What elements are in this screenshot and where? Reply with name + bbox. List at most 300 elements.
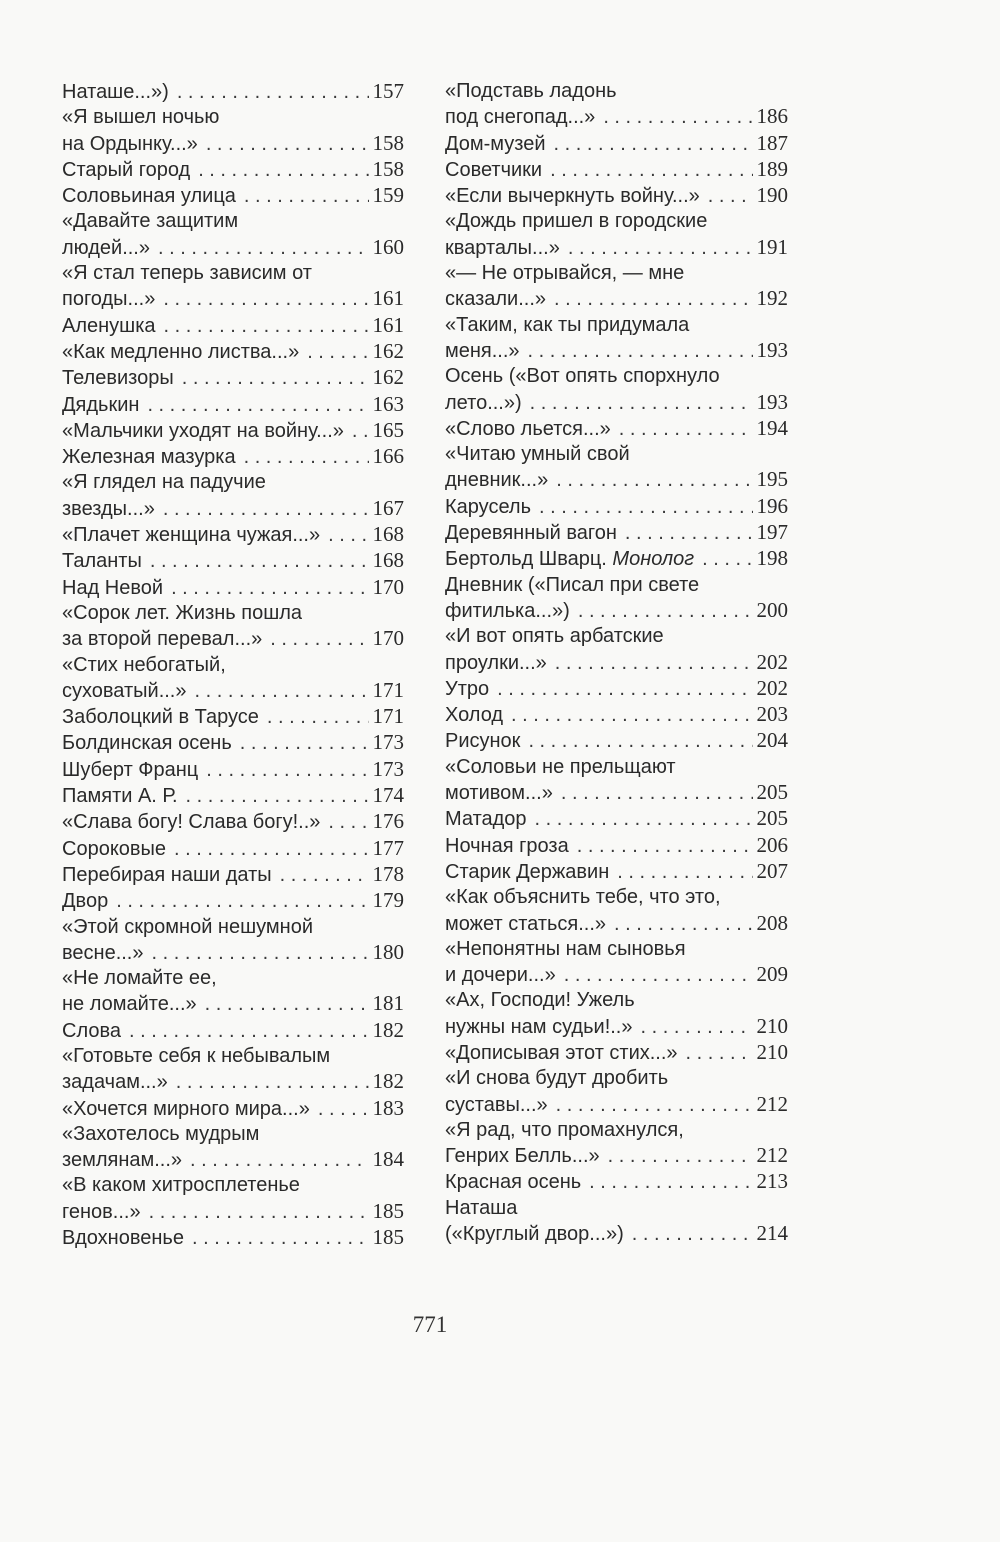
toc-entry-title-line: «И вот опять арбатские: [445, 625, 664, 648]
toc-entry-title-text: «Если вычеркнуть войну...»: [445, 185, 700, 208]
dot-leader: [528, 729, 752, 754]
toc-entry-title-text: Дом-музей: [445, 132, 546, 155]
toc-entry: [445, 1196, 788, 1248]
dot-leader: [556, 468, 752, 493]
dot-leader: [352, 419, 369, 444]
toc-entry: [445, 573, 788, 625]
toc-entry-title-text: («Круглый двор...»): [445, 1223, 624, 1246]
toc-entry-title: [445, 495, 531, 520]
toc-entry-title: [445, 105, 595, 130]
toc-entry-title-text: Ночная гроза: [445, 834, 569, 857]
toc-entry-last-line: [445, 546, 788, 572]
dot-leader: [554, 287, 752, 312]
dot-leader: [686, 1041, 753, 1066]
toc-entry-page: 159: [372, 183, 404, 208]
toc-entry-last-line: [445, 728, 788, 754]
toc-entry: [445, 494, 788, 520]
dot-leader: [589, 1170, 752, 1195]
toc-entry: [445, 520, 788, 546]
toc-entry-title: [62, 1070, 168, 1095]
toc-entry-page: 210: [756, 1039, 788, 1064]
toc-entry-title-text: Наташе...»): [62, 81, 169, 103]
toc-entry: [445, 1066, 788, 1118]
toc-entry-last-line: [445, 1143, 788, 1169]
toc-entry-title-text: суставы...»: [445, 1093, 548, 1116]
toc-entry-title-text: «Плачет женщина чужая...»: [62, 524, 321, 547]
toc-entry-last-line: [62, 1147, 404, 1173]
toc-entry-last-line: [62, 183, 404, 209]
toc-entry-title-line: «Дождь пришел в городские: [445, 210, 708, 233]
toc-entry-title: [62, 549, 142, 574]
toc-entry-title-text: Заболоцкий в Тарусе: [62, 706, 259, 729]
toc-entry-title: [445, 1093, 548, 1118]
dot-leader: [577, 834, 753, 859]
toc-entry-title-text: суховатый...»: [62, 679, 187, 702]
toc-entry: [62, 653, 404, 705]
toc-entry-page: 214: [756, 1221, 788, 1246]
dot-leader: [578, 599, 753, 624]
toc-entry-title-line: «Подставь ладонь: [445, 80, 617, 102]
toc-entry-title-line: «Читаю умный свой: [445, 443, 630, 466]
dot-leader: [174, 837, 368, 862]
toc-entry: [62, 1122, 404, 1174]
toc-entry: [62, 1173, 404, 1225]
toc-entry-title-line: «Я рад, что промахнулся,: [445, 1118, 684, 1141]
toc-entry-title-line: «Я вышел ночью: [62, 106, 220, 129]
toc-entry-page: 165: [372, 417, 404, 442]
toc-entry-title: [62, 340, 299, 365]
toc-entry-page: 197: [756, 520, 788, 545]
toc-entry-title: [62, 184, 236, 209]
toc-entry-title: [62, 758, 198, 783]
toc-entry: [445, 261, 788, 313]
toc-entry-last-line: [445, 833, 788, 859]
toc-entry-last-line: [62, 444, 404, 470]
toc-entry-title-line: «Непонятны нам сыновья: [445, 937, 686, 960]
toc-entry-page: 198: [756, 546, 788, 571]
toc-entry-page: 207: [756, 858, 788, 883]
toc-entry: [62, 444, 404, 470]
toc-entry-page: 161: [372, 312, 404, 337]
toc-entry-title-text: Соловьиная улица: [62, 185, 236, 208]
dot-leader: [151, 941, 368, 966]
dot-leader: [528, 339, 753, 364]
toc-entry-last-line: [62, 704, 404, 730]
toc-entry-title: [445, 834, 569, 859]
toc-entry-page: 190: [756, 183, 788, 208]
toc-entry-page: 205: [756, 780, 788, 805]
toc-entry-title: [445, 729, 520, 754]
toc-entry-title: [445, 1041, 678, 1066]
toc-entry-page: 180: [372, 939, 404, 964]
dot-leader: [158, 236, 369, 261]
toc-entry-page: 170: [372, 626, 404, 651]
toc-entry-last-line: [445, 1092, 788, 1118]
toc-entry-title-text: Старик Державин: [445, 860, 610, 883]
toc-entry-last-line: [62, 1018, 404, 1044]
toc-entry-page: 189: [756, 156, 788, 181]
toc-left-column: [62, 79, 404, 1251]
toc-entry-title: [445, 1144, 600, 1169]
toc-entry: [62, 522, 404, 548]
toc-entry-page: 158: [372, 156, 404, 181]
toc-entry-title-text: «Слава богу! Слава богу!..»: [62, 811, 321, 834]
toc-entry-last-line: [445, 1221, 788, 1247]
toc-entry-page: 192: [756, 286, 788, 311]
toc-entry: [445, 988, 788, 1040]
toc-entry-page: 179: [372, 888, 404, 913]
dot-leader: [535, 807, 753, 832]
toc-entry-title: [62, 810, 320, 835]
toc-entry: [445, 885, 788, 937]
toc-entry-last-line: [445, 676, 788, 702]
toc-entry-title-text: за второй перевал...»: [62, 628, 263, 651]
toc-entry-page: 185: [372, 1198, 404, 1223]
toc-entry-title: [445, 1170, 581, 1195]
dot-leader: [176, 1070, 369, 1095]
toc-entry-last-line: [62, 1096, 404, 1122]
toc-entry-page: 195: [756, 467, 788, 492]
toc-entry-title-line: «Ах, Господи! Ужель: [445, 989, 635, 1012]
toc-entry-title: [62, 314, 156, 339]
toc-entry-last-line: [62, 522, 404, 548]
toc-entry-page: 213: [756, 1169, 788, 1194]
toc-entry: [62, 105, 404, 157]
dot-leader: [555, 651, 753, 676]
toc-entry: [445, 806, 788, 832]
toc-entry-title-text: генов...»: [62, 1200, 141, 1223]
toc-entry-page: 209: [756, 962, 788, 987]
toc-entry-title: [445, 677, 489, 702]
toc-entry-title-text: задачам...»: [62, 1071, 168, 1094]
toc-entry-title-text: Бертольд Шварц.: [445, 548, 613, 571]
toc-entry-last-line: [445, 494, 788, 520]
toc-entry-title: [445, 339, 520, 364]
dot-leader: [206, 758, 368, 783]
toc-entry: [445, 416, 788, 442]
toc-entry-title: [62, 80, 169, 105]
toc-entry: [445, 702, 788, 728]
toc-entry-title-text: Советчики: [445, 158, 543, 181]
dot-leader: [147, 393, 368, 418]
dot-leader: [192, 1226, 369, 1251]
toc-entry-title-text: Холод: [445, 704, 504, 727]
toc-entry-last-line: [445, 286, 788, 312]
toc-entry-page: 202: [756, 675, 788, 700]
toc-entry-page: 182: [372, 1017, 404, 1042]
dot-leader: [318, 1097, 369, 1122]
toc-entry-title-line: «— Не отрывайся, — мне: [445, 262, 685, 285]
dot-leader: [244, 184, 369, 209]
dot-leader: [625, 521, 753, 546]
toc-entry-title: [62, 627, 262, 652]
toc-entry-title-text: проулки...»: [445, 651, 547, 674]
toc-entry: [62, 157, 404, 183]
toc-entry-title-text: меня...»: [445, 339, 520, 362]
page-number: 771: [412, 1312, 448, 1337]
toc-entry-title: [62, 889, 108, 914]
toc-entry-title-text: Матадор: [445, 808, 527, 831]
toc-entry-title: [62, 366, 174, 391]
toc-entry-title-text: людей...»: [62, 236, 150, 259]
toc-entry-title-line: «Давайте защитим: [62, 210, 239, 233]
toc-entry-title-text: Таланты: [62, 550, 142, 573]
toc-entry-title-text: может статься...»: [445, 912, 607, 935]
toc-entry: [62, 575, 404, 601]
toc-entry-last-line: [445, 183, 788, 209]
toc-entry-title-text: Генрих Белль...»: [445, 1145, 600, 1168]
toc-entry-page: 204: [756, 728, 788, 753]
toc-entry: [62, 418, 404, 444]
toc-entry-last-line: [62, 235, 404, 261]
dot-leader: [603, 105, 752, 130]
toc-entry-page: 212: [756, 1143, 788, 1168]
toc-entry-title-text: Дядькин: [62, 393, 140, 416]
toc-entry-title-text: звезды...»: [62, 497, 155, 520]
toc-entry-title-line: «Не ломайте ее,: [62, 967, 217, 990]
toc-entry-last-line: [445, 131, 788, 157]
toc-entry-title-text: «Хочется мирного мира...»: [62, 1097, 310, 1120]
toc-entry: [62, 209, 404, 261]
toc-entry-last-line: [445, 338, 788, 364]
toc-entry: [445, 755, 788, 807]
toc-entry-title-text: фитилька...»): [445, 599, 570, 622]
toc-entry-last-line: [445, 520, 788, 546]
toc-entry-title: [445, 417, 611, 442]
dot-leader: [564, 963, 753, 988]
toc-entry-title-line: «Я глядел на падучие: [62, 471, 266, 494]
dot-leader: [164, 314, 369, 339]
toc-entry-page: 193: [756, 337, 788, 362]
toc-entry-page: 177: [372, 835, 404, 860]
toc-entry-title: [445, 912, 606, 937]
toc-entry-title-text: Красная осень: [445, 1171, 582, 1194]
toc-entry-last-line: [62, 940, 404, 966]
toc-entry-page: 200: [756, 597, 788, 622]
toc-entry-title-text: Утро: [445, 677, 490, 700]
toc-entry: [62, 809, 404, 835]
dot-leader: [190, 1148, 368, 1173]
toc-entry: [62, 783, 404, 809]
toc-entry-last-line: [62, 496, 404, 522]
dot-leader: [702, 547, 752, 572]
toc-entry-last-line: [445, 598, 788, 624]
toc-entry-last-line: [62, 575, 404, 601]
toc-entry-page: 183: [372, 1095, 404, 1120]
dot-leader: [270, 627, 368, 652]
toc-entry: [62, 392, 404, 418]
toc-entry-title-italic: Монолог: [612, 548, 695, 571]
toc-entry: [445, 1040, 788, 1066]
toc-entry: [445, 157, 788, 183]
dot-leader: [619, 417, 753, 442]
toc-entry: [62, 339, 404, 365]
toc-entry-title: [62, 679, 186, 704]
toc-entry-page: 163: [372, 391, 404, 416]
toc-entry: [445, 1169, 788, 1195]
toc-entry: [62, 915, 404, 967]
toc-entry-page: 187: [756, 130, 788, 155]
toc-entry-title-text: под снегопад...»: [445, 106, 596, 129]
toc-entry-page: 182: [372, 1069, 404, 1094]
toc-entry-title-line: «В каком хитросплетенье: [62, 1174, 300, 1197]
toc-entry: [445, 131, 788, 157]
toc-entry: [62, 888, 404, 914]
toc-entry-title: [445, 781, 553, 806]
toc-entry-title-text: Слова: [62, 1019, 121, 1042]
dot-leader: [554, 132, 753, 157]
toc-entry-title-line: «Сорок лет. Жизнь пошла: [62, 601, 303, 624]
toc-entry: [62, 261, 404, 313]
dot-leader: [240, 731, 369, 756]
toc-entry-last-line: [62, 392, 404, 418]
toc-entry-title: [62, 1019, 121, 1044]
toc-entry-page: 205: [756, 806, 788, 831]
toc-entry-page: 167: [372, 495, 404, 520]
toc-entry-last-line: [445, 806, 788, 832]
toc-entry: [62, 313, 404, 339]
toc-entry-title-text: Телевизоры: [62, 367, 174, 390]
toc-entry-page: 193: [756, 389, 788, 414]
toc-entry-title: [62, 731, 232, 756]
toc-entry-page: 168: [372, 522, 404, 547]
toc-entry-title: [62, 705, 259, 730]
dot-leader: [614, 912, 752, 937]
dot-leader: [149, 1200, 369, 1225]
toc-entry-page: 170: [372, 574, 404, 599]
toc-entry-last-line: [62, 991, 404, 1017]
toc-entry: [445, 1118, 788, 1170]
dot-leader: [497, 677, 752, 702]
toc-entry-page: 168: [372, 548, 404, 573]
toc-entry-title: [62, 132, 198, 157]
toc-entry-title: [445, 1222, 624, 1247]
toc-entry-page: 162: [372, 365, 404, 390]
toc-entry: [62, 757, 404, 783]
toc-entry-page: 173: [372, 756, 404, 781]
toc-entry-page: 174: [372, 783, 404, 808]
toc-entry-title-text: Карусель: [445, 495, 531, 518]
toc-entry-title-text: лето...»): [445, 391, 522, 414]
dot-leader: [163, 287, 368, 312]
toc-entry-title: [445, 521, 617, 546]
toc-entry-title-text: Шуберт Франц: [62, 758, 199, 781]
toc-entry-title: [445, 651, 547, 676]
toc-entry: [445, 364, 788, 416]
toc-entry-title-text: кварталы...»: [445, 236, 560, 259]
toc-entry-title-text: Двор: [62, 890, 109, 913]
toc-entry-page: 196: [756, 493, 788, 518]
dot-leader: [556, 1093, 753, 1118]
toc-entry-title-text: Рисунок: [445, 730, 521, 753]
toc-entry-last-line: [445, 104, 788, 130]
toc-entry-last-line: [445, 416, 788, 442]
toc-entry-last-line: [62, 862, 404, 888]
toc-entry-last-line: [62, 548, 404, 574]
toc-entry-title-text: и дочери...»: [445, 964, 556, 987]
toc-entry-page: 160: [372, 234, 404, 259]
dot-leader: [150, 549, 369, 574]
toc-entry-last-line: [445, 859, 788, 885]
dot-leader: [708, 184, 753, 209]
toc-entry: [62, 183, 404, 209]
toc-entry-title: [62, 445, 236, 470]
toc-entry: [445, 728, 788, 754]
toc-entry-title: [62, 287, 155, 312]
toc-entry-title: [62, 992, 197, 1017]
toc-entry-title-text: нужны нам судьи!..»: [445, 1015, 633, 1038]
toc-entry-page: 206: [756, 832, 788, 857]
toc-entry-title: [62, 1200, 141, 1225]
toc-entry-last-line: [62, 730, 404, 756]
dot-leader: [177, 80, 369, 105]
toc-entry-page: 186: [756, 104, 788, 129]
toc-entry-last-line: [62, 836, 404, 862]
dot-leader: [307, 340, 368, 365]
toc-entry: [445, 209, 788, 261]
toc-entry: [62, 862, 404, 888]
toc-entry: [62, 601, 404, 653]
toc-entry-last-line: [62, 131, 404, 157]
toc-entry-title-text: мотивом...»: [445, 782, 553, 805]
toc-entry: [62, 470, 404, 522]
toc-entry-title-text: на Ордынку...»: [62, 132, 198, 155]
toc-entry-last-line: [62, 157, 404, 183]
toc-entry-last-line: [62, 888, 404, 914]
toc-entry-title: [62, 393, 139, 418]
toc-entry-last-line: [445, 650, 788, 676]
dot-leader: [608, 1144, 753, 1169]
toc-entry-title: [445, 184, 700, 209]
toc-entry-title-line: «И снова будут дробить: [445, 1067, 669, 1090]
dot-leader: [171, 576, 368, 601]
toc-entry-title-line: «Таким, как ты придумала: [445, 313, 690, 336]
toc-entry-title-line: «Стих небогатый,: [62, 653, 226, 676]
dot-leader: [198, 158, 368, 183]
toc-entry-page: 212: [756, 1091, 788, 1116]
toc-entry: [445, 313, 788, 365]
toc-entry-last-line: [62, 339, 404, 365]
toc-entry-page: 162: [372, 338, 404, 363]
toc-entry-title: [62, 497, 155, 522]
toc-entry: [445, 676, 788, 702]
dot-leader: [617, 860, 752, 885]
toc-entry-title: [445, 703, 503, 728]
toc-entry-last-line: [62, 1199, 404, 1225]
dot-leader: [129, 1019, 369, 1044]
dot-leader: [280, 863, 369, 888]
toc-entry-last-line: [62, 626, 404, 652]
toc-entry-page: 191: [756, 234, 788, 259]
toc-entry: [445, 937, 788, 989]
toc-entry-title: [62, 576, 163, 601]
toc-entry: [62, 548, 404, 574]
toc-entry: [445, 546, 788, 572]
toc-entry-page: 178: [372, 861, 404, 886]
toc-entry: [445, 183, 788, 209]
toc-entry-title-text: Болдинская осень: [62, 732, 232, 755]
toc-entry-title: [445, 1015, 633, 1040]
toc-entry-last-line: [62, 79, 404, 105]
toc-entry-page: 157: [372, 79, 404, 103]
toc-entry-title: [445, 236, 560, 261]
toc-entry-last-line: [445, 1169, 788, 1195]
toc-entry-page: 176: [372, 809, 404, 834]
toc-entry-title-text: Памяти А. Р.: [62, 785, 178, 808]
toc-entry-title-line: «Захотелось мудрым: [62, 1122, 260, 1145]
toc-entry: [62, 836, 404, 862]
toc-entry-title-line: Осень («Вот опять спорхнуло: [445, 365, 720, 388]
